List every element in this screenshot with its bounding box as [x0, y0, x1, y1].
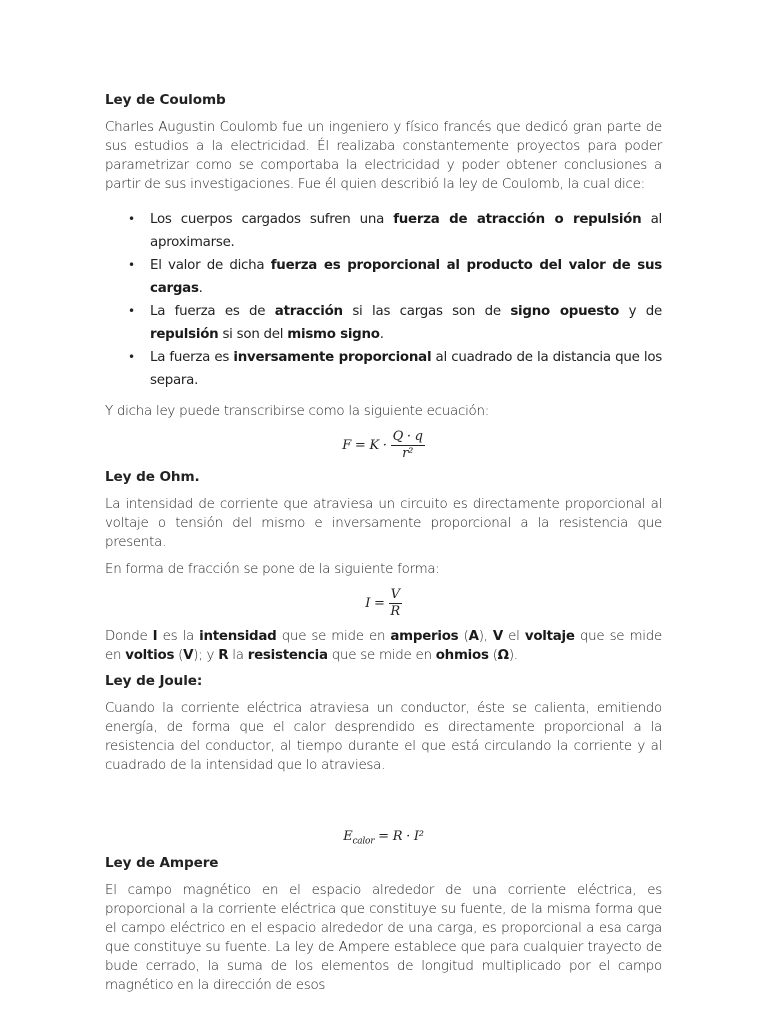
spacer	[105, 783, 662, 825]
ampere-paragraph: El campo magnético en el espacio alrededor de una corriente eléctrica, es proporcional a la corriente eléctrica que constituye su fuente, de la misma forma que el campo eléctrico en el espacio alrededor de una carga, es proporcional a esa carga que constituye su fuente. La ley de Ampere establece que para cualquier trayecto de bude cerrado, la suma de los elementos de longitud multiplicado por el campo magnético en la dirección de esos	[105, 882, 662, 993]
joule-paragraph: Cuando la corriente eléctrica atraviesa un conductor, éste se calienta, emitiendo energía, de forma que el calor desprendido es directamente proporcional a la resistencia del conductor, al tiempo durante el que está circulando la corriente y al cuadrado de la intensidad que lo atraviesa.	[105, 701, 662, 773]
list-item: • El valor de dicha fuerza es proporcional al producto del valor de sus cargas.	[105, 254, 662, 300]
joule-equation: $E_{calor} = R \cdot I^2$	[343, 829, 424, 847]
bullet-icon: •	[128, 258, 135, 272]
joule-heading: Ley de Joule:	[105, 673, 203, 689]
bullet-icon: •	[128, 350, 135, 364]
list-item: • La fuerza es de atracción si las cargas son de signo opuesto y de repulsión si son del mismo signo.	[105, 300, 662, 346]
ohm-paragraph: La intensidad de corriente que atraviesa un circuito es directamente proporcional al voltaje o tensión del mismo e inversamente proporcional a la resistencia que presenta.	[105, 497, 662, 550]
bullet-icon: •	[128, 212, 135, 226]
ohm-equation: I = $\frac{V}{R}$	[365, 587, 400, 619]
ampere-heading: Ley de Ampere	[105, 854, 219, 871]
coulomb-fraction: $\frac{Q \cdot q}{\text{r²}}$	[392, 429, 423, 461]
list-item: • Los cuerpos cargados sufren una fuerza de atracción o repulsión al aproximarse.	[105, 208, 662, 254]
bullet-icon: •	[128, 304, 135, 318]
coulomb-equation: F = K · $\frac{Q \cdot q}{\text{r²}}$	[342, 429, 423, 461]
coulomb-intro: Charles Augustin Coulomb fue un ingeniero y físico francés que dedicó gran parte de sus estudios a la electricidad. Él realizaba constantemente proyectos para poder parametrizar como se comportaba la electricidad y poder obtener conclusiones a partir de sus investigaciones. Fue él quien describió la ley de Coulomb, la cual dice:	[105, 120, 662, 192]
ohm-definition: Donde I es la intensidad que se mide en amperios (A), V el voltaje que se mide en voltios (V); y R la resistencia que se mide en ohmios (Ω).	[105, 629, 662, 663]
ohm-heading: Ley de Ohm.	[105, 469, 200, 485]
ohm-fraction-intro: En forma de fracción se pone de la siguiente forma:	[105, 562, 440, 577]
document-page	[105, 92, 662, 1003]
ohm-fraction: $\frac{V}{R}$	[390, 587, 400, 619]
coulomb-heading: Ley de Coulomb	[105, 92, 226, 108]
coulomb-bullet-list	[105, 208, 662, 392]
coulomb-equation-intro: Y dicha ley puede transcribirse como la siguiente ecuación:	[105, 404, 489, 419]
list-item: • La fuerza es inversamente proporcional al cuadrado de la distancia que los separa.	[105, 346, 662, 392]
